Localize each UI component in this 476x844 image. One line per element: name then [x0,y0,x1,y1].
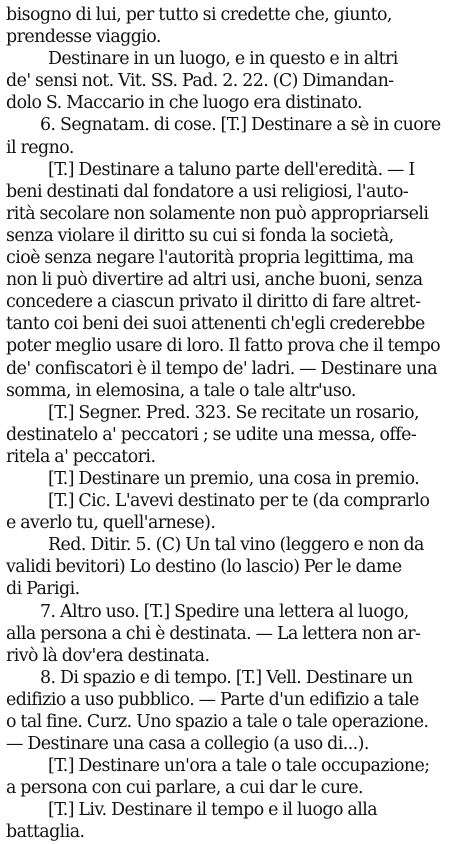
text-line: non li può divertire ad altri usi, anche buoni, senza [6,270,423,291]
text-line: ritela a' peccatori. [6,446,156,467]
text-line: poter meglio usare di loro. Il fatto prova che il tempo [6,336,441,357]
text-line: e averlo tu, quell'arnese). [6,513,216,534]
text-line: — Destinare una casa a collegio (a uso di...). [6,734,369,755]
text-line: destinatelo a' peccatori ; se udite una messa, offe- [6,424,417,445]
text-line: a persona con cui parlare, a cui dar le cure. [6,778,363,799]
section-heading-6: 6. Segnatam. di cose. [T.] Destinare a sè in cuore [40,115,441,136]
text-line: beni destinati dal fondatore a usi religiosi, l'auto- [6,181,409,202]
text-line: alla persona a chi è destinata. — La lettera non ar- [6,623,421,644]
text-line: [T.] Cic. L'avevi destinato per te (da comprarlo [48,491,430,512]
text-line: de' confiscatori è il tempo de' ladri. — Destinare una [6,358,438,379]
text-line: rivò là dov'era destinata. [6,645,210,666]
text-line: [T.] Destinare un premio, una cosa in premio. [48,468,420,489]
text-line: tanto coi beni dei suoi attenenti ch'egli crederebbe [6,314,425,335]
text-line: dolo S. Maccario in che luogo era distinato. [6,93,363,114]
text-line: battaglia. [6,822,85,843]
text-line: [T.] Destinare a taluno parte dell'eredità. — I [48,159,415,180]
text-line: il regno. [6,137,74,158]
text-line: Destinare in un luogo, e in questo e in altri [48,49,398,70]
text-line: edifizio a uso pubblico. — Parte d'un edifizio a tale [6,689,419,710]
section-heading-7: 7. Altro uso. [T.] Spedire una lettera al luogo, [40,601,409,622]
section-heading-8: 8. Di spazio e di tempo. [T.] Vell. Destinare un [40,667,413,688]
text-line: bisogno di lui, per tutto si credette che, giunto, [6,5,392,25]
text-line: o tal fine. Curz. Uno spazio a tale o tale operazione. [6,712,429,732]
text-line: validi bevitori) Lo destino (lo lascio) Per le dame [6,557,402,578]
text-line: [T.] Destinare un'ora a tale o tale occupazione; [48,756,430,777]
text-line: prendesse viaggio. [6,27,161,48]
text-line: cioè senza negare l'autorità propria legittima, ma [6,248,414,269]
text-line: Red. Ditir. 5. (C) Un tal vino (leggero e non da [48,535,424,556]
text-line: concedere a ciascun privato il diritto di fare altret- [6,292,421,313]
text-line: de' sensi not. Vit. SS. Pad. 2. 22. (C) Dimandan- [6,71,394,92]
text-line: rità secolare non solamente non può appropriarseli [6,203,429,224]
text-line: somma, in elemosina, a tale o tale altr'uso. [6,380,356,401]
text-line: di Parigi. [6,579,80,600]
text-line: [T.] Liv. Destinare il tempo e il luogo alla [48,800,378,821]
text-line: senza violare il diritto su cui si fonda la società, [6,225,394,246]
text-line: [T.] Segner. Pred. 323. Se recitate un rosario, [48,402,420,423]
